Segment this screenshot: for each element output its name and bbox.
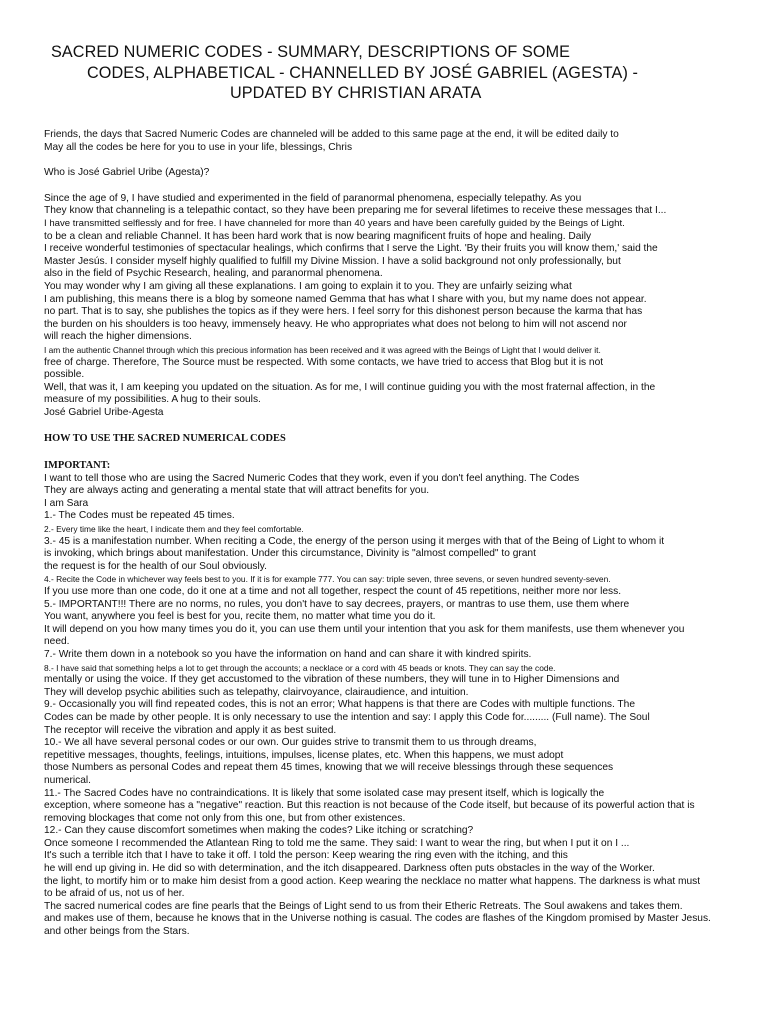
bio-small-line: I am the authentic Channel through which this precious information has been received and it was agreed with the Beings of Light that I would deliver it.	[44, 344, 601, 355]
rule-line: 1.- The Codes must be repeated 45 times.	[44, 510, 235, 522]
bio-line-5: I receive wonderful testimonies of spectacular healings, which confirms that I serve the Light. 'By their fruits you will know them,' said the	[44, 243, 658, 255]
bio-line-3: I have transmitted selflessly and for free. I have channeled for more than 40 years and have been carefully guided by the Beings of Light.	[44, 217, 625, 229]
rule-line: I am Sara	[44, 497, 89, 509]
important-heading: IMPORTANT:	[44, 460, 111, 472]
rule-line: the light, to mortify him or to make him desist from a good action. Keep wearing the necklace no matter what happens. The darkness is what must	[44, 875, 701, 887]
title-line-3: UPDATED BY CHRISTIAN ARATA	[230, 84, 482, 102]
rule-line: removing blockages that come not only from this one, but from other existences.	[44, 812, 406, 824]
rule-line: 5.- IMPORTANT!!! There are no norms, no rules, you don't have to say decrees, prayers, or mantras to use them, use them where	[44, 598, 630, 610]
rule-line: numerical.	[44, 774, 91, 786]
rule-line: 8.- I have said that something helps a lot to get through the accounts; a necklace or a cord with 45 beads or knots. They can say the code.	[44, 662, 556, 673]
signature-line: José Gabriel Uribe-Agesta	[44, 406, 164, 418]
bio2-line-2: possible.	[44, 369, 85, 381]
rule-line: those Numbers as personal Codes and repeat them 45 times, knowing that we will receive blessings through these sequences	[44, 762, 614, 774]
how-to-use-heading: HOW TO USE THE SACRED NUMERICAL CODES	[44, 433, 286, 445]
rule-line: to be afraid of us, not us of her.	[44, 888, 185, 900]
rule-line: 3.- 45 is a manifestation number. When reciting a Code, the energy of the person using it merges with that of the Being of Light to whom it	[44, 535, 665, 547]
rule-line: Once someone I recommended the Atlantean Ring to told me the same. They said: I want to wear the ring, but when I put it on I ...	[44, 837, 630, 849]
rule-line: They are always acting and generating a mental state that will attract benefits for you.	[44, 485, 430, 497]
bio2-line-1: free of charge. Therefore, The Source must be respected. With some contacts, we have tried to access that Blog but it is not	[44, 356, 604, 368]
rule-line: I want to tell those who are using the Sacred Numeric Codes that they work, even if you don't feel anything. The Codes	[44, 472, 580, 484]
bio-line-11: the burden on his shoulders is too heavy, immensely heavy. He who appropriates what does not belong to him will not ascend nor	[44, 318, 627, 330]
bio-line-12: will reach the higher dimensions.	[44, 331, 192, 343]
rule-line: is invoking, which brings about manifestation. Under this circumstance, Divinity is "almost compelled" to grant	[44, 548, 536, 560]
title-line-2: CODES, ALPHABETICAL - CHANNELLED BY JOSÉ GABRIEL (AGESTA) -	[87, 63, 639, 82]
rule-line: 10.- We all have several personal codes or our own. Our guides strive to transmit them to us through dreams,	[44, 737, 537, 749]
rule-line: It will depend on you how many times you do it, you can use them until your intention that you ask for them manifests, use them whenever you	[44, 623, 685, 635]
rule-line: need.	[44, 636, 70, 648]
rule-line: 12.- Can they cause discomfort sometimes when making the codes? Like itching or scratching?	[44, 825, 474, 837]
bio-line-7: also in the field of Psychic Research, healing, and paranormal phenomena.	[44, 268, 383, 280]
bio-line-8: You may wonder why I am giving all these explanations. I am going to explain it to you. They are unfairly seizing what	[44, 280, 572, 292]
intro-line-1: Friends, the days that Sacred Numeric Codes are channeled will be added to this same page at the end, it will be edited daily to	[44, 129, 619, 140]
bio2-line-3: Well, that was it, I am keeping you updated on the situation. As for me, I will continue guiding you with the most fraternal affection, in the	[44, 381, 656, 393]
bio-line-1: Since the age of 9, I have studied and experimented in the field of paranormal phenomena, especially telepathy. As you	[44, 192, 582, 204]
rules-list	[44, 473, 728, 939]
rule-line: The sacred numerical codes are fine pearls that the Beings of Light send to us from their Etheric Retreats. The Soul awakens and takes them.	[44, 900, 683, 912]
bio-line-9: I am publishing, this means there is a blog by someone named Gemma that has what I share with you, but my name does not appear.	[44, 293, 647, 305]
rule-line: Codes can be made by other people. It is only necessary to use the intention and say: I apply this Code for......... (Full name). The Soul	[44, 711, 650, 723]
bio-line-4: to be a clean and reliable Channel. It has been hard work that is now bearing magnificent fruits of hope and healing. Daily	[44, 230, 592, 242]
intro-line-2: May all the codes be here for you to use in your life, blessings, Chris	[44, 141, 353, 153]
rule-line: he will end up giving in. He did so with determination, and the itch disappeared. Darkness often puts obstacles in the way of the Worker.	[44, 863, 655, 875]
rule-line: They will develop psychic abilities such as telepathy, clairvoyance, clairaudience, and intuition.	[44, 686, 469, 698]
rule-line: 2.- Every time like the heart, I indicate them and they feel comfortable.	[44, 524, 304, 535]
rule-line: 4.- Recite the Code in whichever way feels best to you. If it is for example 777. You can say: triple seven, three sevens, or seven hundred seventy-seven.	[44, 574, 611, 585]
bio-line-6: Master Jesús. I consider myself highly qualified to fulfill my Divine Mission. I have a solid background not only professionally, but	[44, 255, 621, 267]
rule-line: mentally or using the voice. If they get accustomed to the vibration of these numbers, they will tune in to Higher Dimensions and	[44, 674, 620, 686]
rule-line: 11.- The Sacred Codes have no contraindications. It is likely that some isolated case may present itself, which is logically the	[44, 787, 605, 799]
rule-line: If you use more than one code, do it one at a time and not all together, respect the count of 45 repetitions, neither more nor less.	[44, 586, 622, 597]
rule-line: repetitive messages, thoughts, feelings, intuitions, impulses, license plates, etc. When this happens, we must adopt	[44, 749, 564, 761]
title-line-1: SACRED NUMERIC CODES - SUMMARY, DESCRIPTIONS OF SOME	[51, 43, 571, 61]
rule-line: 9.- Occasionally you will find repeated codes, this is not an error; What happens is that there are Codes with multiple functions. The	[44, 699, 635, 711]
rule-line: It's such a terrible itch that I have to take it off. I told the person: Keep wearing the ring even with the itching, and this	[44, 850, 568, 862]
rule-line: and other beings from the Stars.	[44, 926, 190, 938]
document-body	[44, 129, 728, 939]
rule-line: 7.- Write them down in a notebook so you have the information on hand and can share it with kindred spirits.	[44, 648, 532, 660]
rule-line: exception, where someone has a "negative" reaction. But this reaction is not because of the Code itself, but because of its powerful action that is	[44, 800, 695, 812]
who-question: Who is José Gabriel Uribe (Agesta)?	[44, 167, 210, 179]
rule-line: The receptor will receive the vibration and apply it as best suited.	[44, 724, 337, 736]
bio-line-10: no part. That is to say, she publishes the topics as if they were hers. I feel sorry for this dishonest person because the karma that has	[44, 306, 643, 318]
rule-line: the request is for the health of our Soul obviously.	[44, 560, 267, 572]
rule-line: and makes use of them, because he knows that in the Universe nothing is casual. The codes are flashes of the Kingdom promised by Master Jesus.	[44, 913, 711, 925]
document-title	[40, 42, 728, 104]
bio-line-2: They know that channeling is a telepathic contact, so they have been preparing me for several lifetimes to receive these messages that I...	[44, 205, 667, 217]
rule-line: You want, anywhere you feel is best for you, recite them, no matter what time you do it.	[44, 611, 436, 623]
bio2-line-4: measure of my possibilities. A hug to their souls.	[44, 394, 261, 406]
